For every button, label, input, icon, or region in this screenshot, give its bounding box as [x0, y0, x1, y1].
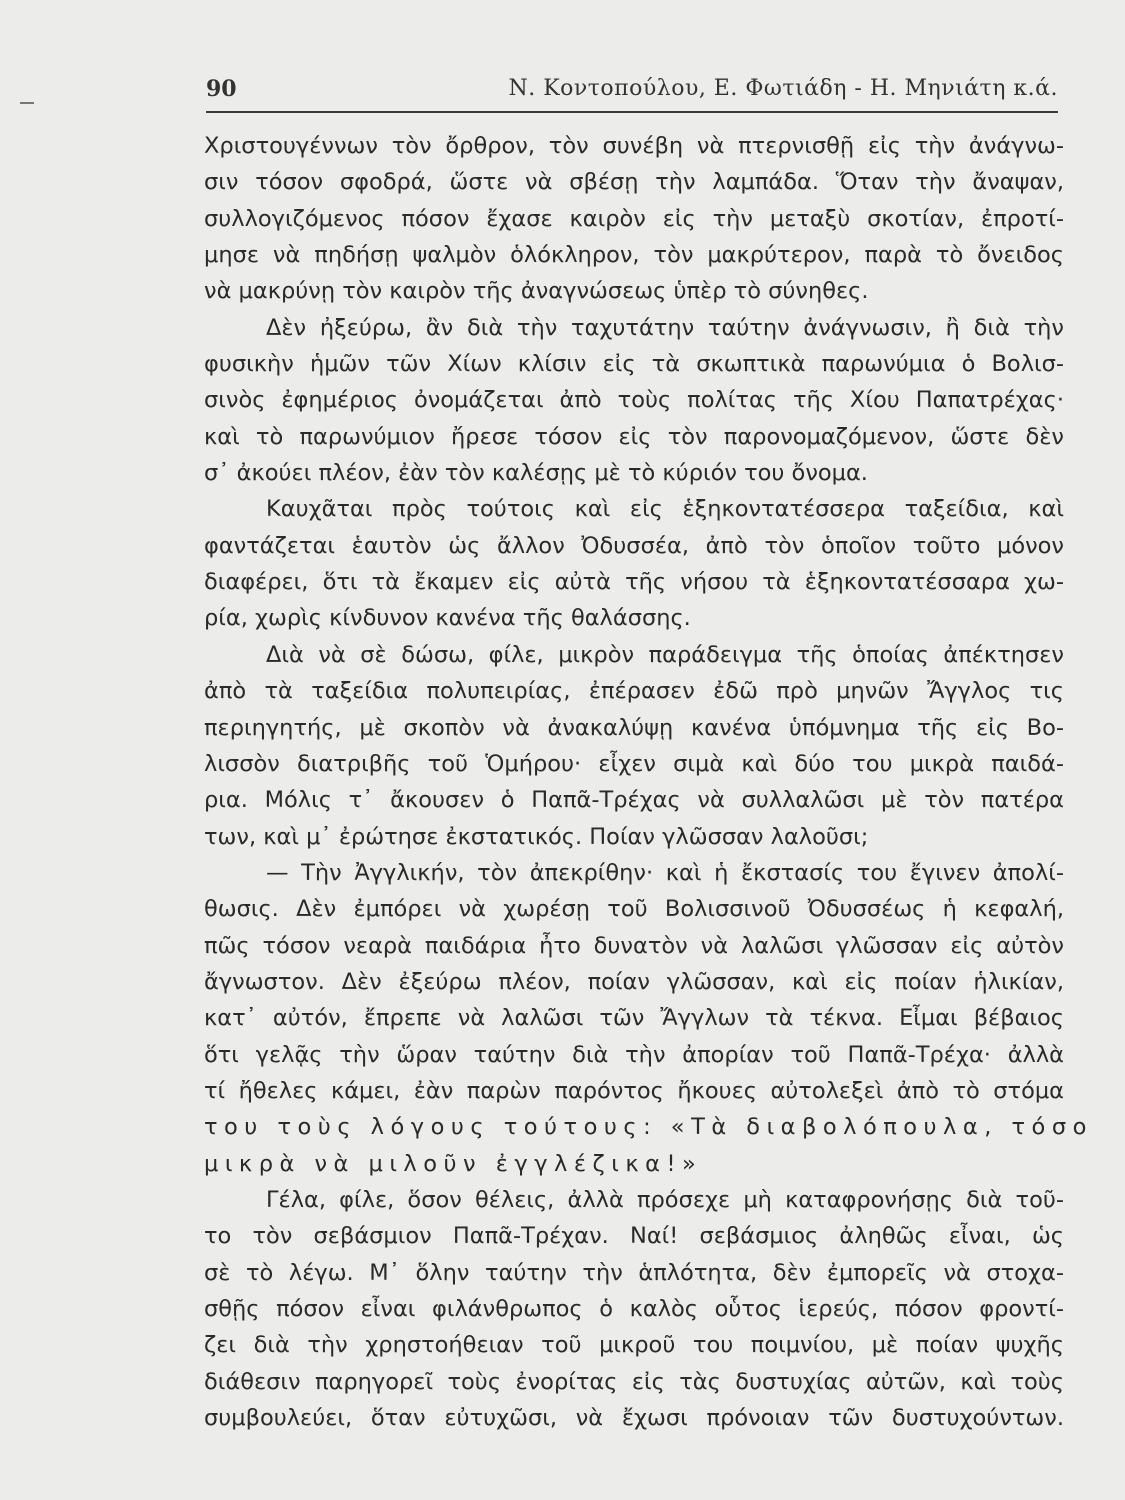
text-line: σιν τόσον σφοδρά, ὥστε νὰ σβέσῃ τὴν λαμπάδα. Ὅταν τὴν ἄναψαν,	[204, 169, 1064, 196]
margin-mark	[20, 102, 34, 104]
text-line: μησε νὰ πηδήσῃ ψαλμὸν ὁλόκληρον, τὸν μακρύτερον, παρὰ τὸ ὄνειδος	[204, 242, 1064, 269]
text-line: Καυχᾶται πρὸς τούτοις καὶ εἰς ἑξηκοντατέσσερα ταξείδια, καὶ	[266, 496, 1064, 523]
text-line: του τοὺς λόγους τούτους: «Τὰ διαβολόπουλα, τόσο	[204, 1114, 1093, 1141]
text-line: σὲ τὸ λέγω. Μ᾽ ὅλην ταύτην τὴν ἁπλότητα, δὲν ἐμπορεῖς νὰ στοχα-	[204, 1259, 1064, 1286]
text-line: μικρὰ νὰ μιλοῦν ἐγγλέζικα!»	[204, 1150, 703, 1177]
text-line: τί ἤθελες κάμει, ἐὰν παρὼν παρόντος ἤκουες αὐτολεξεὶ ἀπὸ τὸ στόμα	[204, 1077, 1064, 1104]
text-line: Γέλα, φίλε, ὅσον θέλεις, ἀλλὰ πρόσεχε μὴ καταφρονήσῃς διὰ τοῦ-	[266, 1186, 1064, 1213]
text-line: Δὲν ἠξεύρω, ἂν διὰ τὴν ταχυτάτην ταύτην ἀνάγνωσιν, ἢ διὰ τὴν	[266, 314, 1064, 341]
text-line: φυσικὴν ἡμῶν τῶν Χίων κλίσιν εἰς τὰ σκωπτικὰ παρωνύμια ὁ Βολισ-	[204, 351, 1064, 378]
text-line: πῶς τόσον νεαρὰ παιδάρια ἦτο δυνατὸν νὰ λαλῶσι γλῶσσαν εἰς αὐτὸν	[204, 932, 1064, 959]
page-header	[206, 72, 1058, 102]
text-line: διαφέρει, ὅτι τὰ ἔκαμεν εἰς αὐτὰ τῆς νήσου τὰ ἑξηκοντατέσσαρα χω-	[204, 569, 1064, 596]
text-line: περιηγητής, μὲ σκοπὸν νὰ ἀνακαλύψῃ κανένα ὑπόμνημα τῆς εἰς Βο-	[204, 714, 1064, 741]
text-line: Χριστουγέννων τὸν ὄρθρον, τὸν συνέβη νὰ πτερνισθῇ εἰς τὴν ἀνάγνω-	[204, 133, 1064, 159]
text-line: θωσις. Δὲν ἐμπόρει νὰ χωρέσῃ τοῦ Βολισσινοῦ Ὀδυσσέως ἡ κεφαλή,	[204, 896, 1064, 923]
text-line: σινὸς ἐφημέριος ὀνομάζεται ἀπὸ τοὺς πολίτας τῆς Χίου Παπατρέχας·	[204, 387, 1064, 414]
text-line: των, καὶ μ᾽ ἐρώτησε ἐκστατικός. Ποίαν γλῶσσαν λαλοῦσι;	[204, 823, 869, 850]
text-line: σ᾽ ἀκούει πλέον, ἐὰν τὸν καλέσῃς μὲ τὸ κύριόν του ὄνομα.	[204, 460, 868, 487]
text-line: κατ᾽ αὐτόν, ἔπρεπε νὰ λαλῶσι τῶν Ἄγγλων τὰ τέκνα. Εἶμαι βέβαιος	[204, 1005, 1064, 1032]
text-line: διάθεσιν παρηγορεῖ τοὺς ἐνορίτας εἰς τὰς δυστυχίας αὐτῶν, καὶ τοὺς	[204, 1368, 1064, 1395]
text-line: ὅτι γελᾷς τὴν ὥραν ταύτην διὰ τὴν ἀπορίαν τοῦ Παπᾶ-Τρέχα· ἀλλὰ	[204, 1041, 1064, 1068]
header-rule	[206, 111, 1058, 113]
text-line: ἀπὸ τὰ ταξείδια πολυπειρίας, ἐπέρασεν ἐδῶ πρὸ μηνῶν Ἄγγλος τις	[204, 678, 1064, 705]
text-line: φαντάζεται ἑαυτὸν ὡς ἄλλον Ὀδυσσέα, ἀπὸ τὸν ὁποῖον τοῦτο μόνον	[204, 532, 1064, 559]
text-line: νὰ μακρύνῃ τὸν καιρὸν τῆς ἀναγνώσεως ὑπὲρ τὸ σύνηθες.	[204, 278, 869, 305]
text-line: — Τὴν Ἀγγλικήν, τὸν ἀπεκρίθην· καὶ ἡ ἔκστασίς του ἔγινεν ἀπολί-	[266, 859, 1064, 886]
body-text	[204, 128, 1093, 1436]
text-line: συλλογιζόμενος πόσον ἔχασε καιρὸν εἰς τὴν μεταξὺ σκοτίαν, ἐπροτί-	[204, 205, 1064, 232]
text-line: λισσὸν διατριβῆς τοῦ Ὁμήρου· εἶχεν σιμὰ καὶ δύο του μικρὰ παιδά-	[204, 750, 1064, 777]
text-line: Διὰ νὰ σὲ δώσω, φίλε, μικρὸν παράδειγμα τῆς ὁποίας ἀπέκτησεν	[266, 641, 1064, 668]
text-line: καὶ τὸ παρωνύμιον ἤρεσε τόσον εἰς τὸν παρονομαζόμενον, ὥστε δὲν	[204, 423, 1064, 450]
text-line: σθῇς πόσον εἶναι φιλάνθρωπος ὁ καλὸς οὗτος ἱερεύς, πόσον φροντί-	[204, 1296, 1064, 1322]
text-line: συμβουλεύει, ὅταν εὐτυχῶσι, νὰ ἔχωσι πρόνοιαν τῶν δυστυχούντων.	[204, 1405, 1064, 1432]
text-line: ζει διὰ τὴν χρηστοήθειαν τοῦ μικροῦ του ποιμνίου, μὲ ποίαν ψυχῆς	[204, 1332, 1064, 1359]
text-line: ρία, χωρὶς κίνδυνον κανένα τῆς θαλάσσης.	[204, 605, 691, 632]
page-number: 90	[206, 76, 237, 102]
text-line: το τὸν σεβάσμιον Παπᾶ-Τρέχαν. Ναί! σεβάσμιος ἀληθῶς εἶναι, ὡς	[204, 1223, 1064, 1250]
text-line: ἄγνωστον. Δὲν ἐξεύρω πλέον, ποίαν γλῶσσαν, καὶ εἰς ποίαν ἡλικίαν,	[204, 968, 1064, 995]
text-line: ρια. Μόλις τ᾽ ἄκουσεν ὁ Παπᾶ-Τρέχας νὰ συλλαλῶσι μὲ τὸν πατέρα	[204, 787, 1064, 814]
running-head: Ν. Κοντοπούλου, Ε. Φωτιάδη - Η. Μηνιάτη κ.ά.	[508, 76, 1058, 101]
